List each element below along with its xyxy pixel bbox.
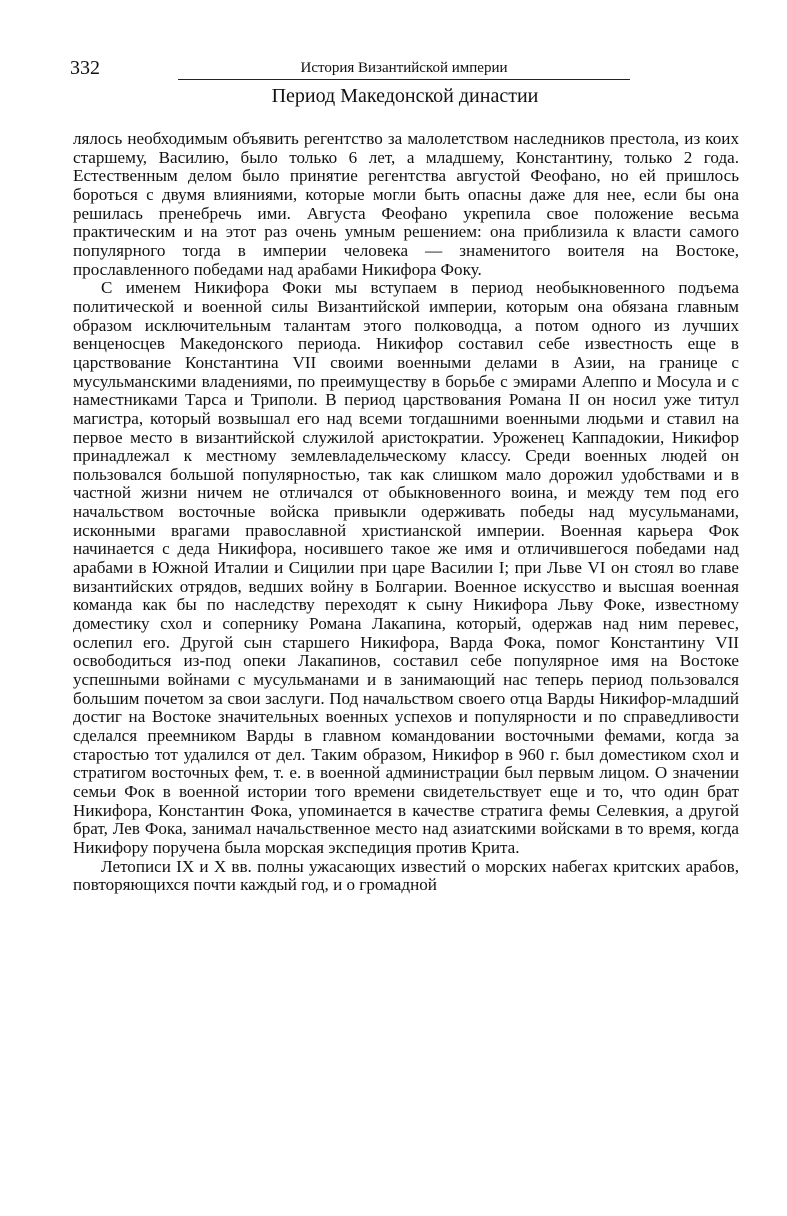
paragraph-chronicles: Летописи IX и X вв. полны ужасающих известий о морских набегах критских арабов, повторяющихся почти каждый год, и о громадной [73,856,739,895]
page-number: 332 [70,57,100,79]
running-title: История Византийской империи [178,58,630,80]
chapter-title: Период Македонской династии [271,85,539,107]
body-text [73,130,739,895]
paragraph-continued: лялось необходимым объявить регентство за малолетством наследников престола, из коих старшему, Василию, было только 6 лет, а младшему, Константину, только 2 года. Естественным делом было принятие регентства августой Феофано, но ей пришлось бороться с двумя влияниями, которые могли быть опасны даже для нее, если бы она решилась пренебречь ими. Августа Феофано укрепила свое положение весьма практическим и на этот раз очень умным решением: она приблизила к власти самого популярного тогда в империи человека — знаменитого воителя на Востоке, прославленного победами над арабами Никифора Фоку. [73,129,739,279]
paragraph-nikephoros-phokas: С именем Никифора Фоки мы вступаем в период необыкновенного подъема политической и военной силы Византийской империи, которым она обязана главным образом исключительным талантам этого полководца, а потом одного из лучших венценосцев Македонского периода. Никифор составил себе известность еще в царствование Константина VII своими военными делами в Азии, на границе с мусульманскими владениями, по преимуществу в борьбе с эмирами Алеппо и Мосула и с наместниками Тарса и Триполи. В период царствования Романа II он носил уже титул магистра, который возвышал его над всеми тогдашними военными людьми и ставил на первое место в византийской служилой аристократии. Уроженец Каппадокии, Никифор принадлежал к местному землевладельческому классу. Среди военных людей он пользовался большой популярностью, так как слишком мало дорожил удобствами и в частной жизни ничем не отличался от обыкновенного воина, и между тем под его начальством восточные войска привыкли одерживать победы над мусульманами, исконными врагами православной христианской империи. Военная карьера Фок начинается с деда Никифора, носившего такое же имя и отличившегося победами над арабами в Южной Италии и Сицилии при царе Василии I; при Льве VI он стоял во главе византийских отрядов, ведших войну в Болгарии. Военное искусство и высшая военная команда как бы по наследству переходят к сыну Никифора Льву Фоке, известному доместику схол и сопернику Романа Лакапина, который, одержав над ним перевес, ослепил его. Другой сын старшего Никифора, Варда Фока, помог Константину VII освободиться из-под опеки Лакапинов, составил себе популярное имя на Востоке успешными войнами с мусульманами и в занимающий нас теперь период пользовался большим почетом за свои заслуги. Под начальством своего отца Варды Никифор-младший достиг на Востоке значительных военных успехов и популярности и по справедливости сделался преемником Варды в главном командовании восточными фемами, когда за старостью тот удалился от дел. Таким образом, Никифор в 960 г. был доместиком схол и стратигом восточных фем, т. е. в военной администрации был первым лицом. О значении семьи Фок в военной истории того времени свидетельствует еще и то, что один брат Никифора, Константин Фока, упоминается в качестве стратига фемы Селевкия, а другой брат, Лев Фока, занимал начальственное место над азиатскими войсками в то время, когда Никифору поручена была морская экспедиция против Крита. [73,278,739,857]
